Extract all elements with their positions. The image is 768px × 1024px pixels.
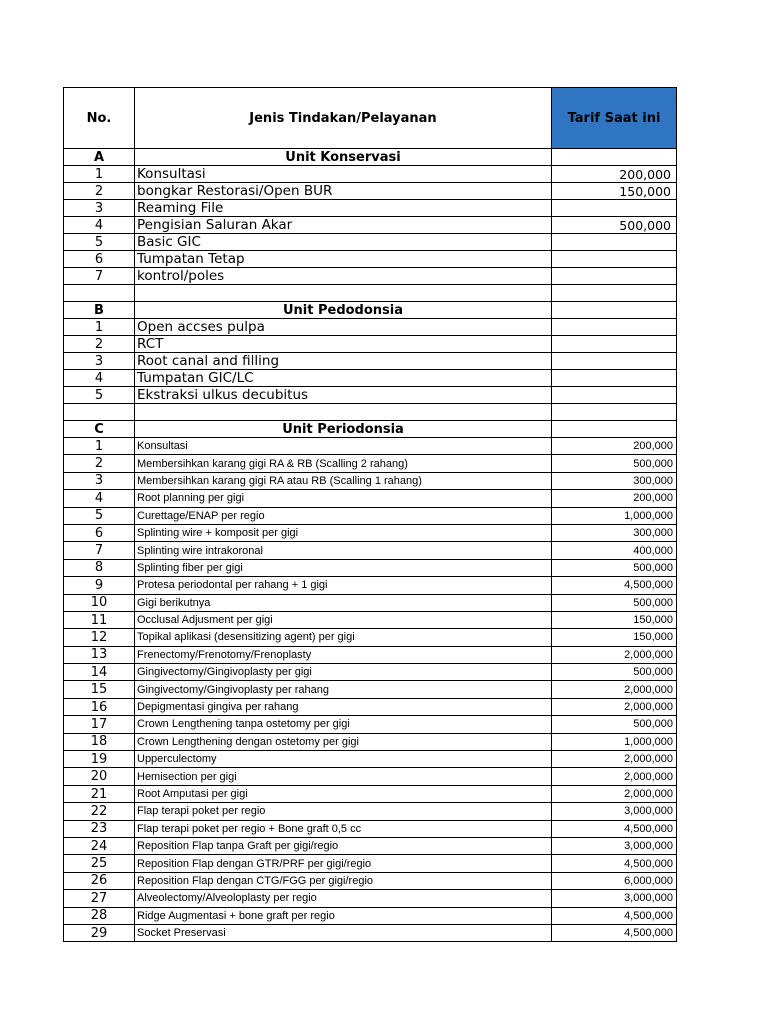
row-service-name: RCT xyxy=(135,336,552,353)
section-title: Unit Pedodonsia xyxy=(135,302,552,319)
table-row xyxy=(64,820,677,837)
row-number: 16 xyxy=(64,698,135,715)
row-service-name: kontrol/poles xyxy=(135,268,552,285)
row-service-name: Splinting fiber per gigi xyxy=(135,559,552,576)
row-tarif: 200,000 xyxy=(552,490,677,507)
row-tarif xyxy=(552,319,677,336)
section-code: A xyxy=(64,149,135,166)
row-number: 5 xyxy=(64,507,135,524)
section-header-row xyxy=(64,149,677,166)
row-service-name: Splinting wire + komposit per gigi xyxy=(135,524,552,541)
row-tarif: 2,000,000 xyxy=(552,681,677,698)
row-tarif xyxy=(552,370,677,387)
row-service-name: Root Amputasi per gigi xyxy=(135,785,552,802)
table-row xyxy=(64,577,677,594)
row-service-name: Reposition Flap dengan CTG/FGG per gigi/regio xyxy=(135,872,552,889)
row-service-name: Flap terapi poket per regio + Bone graft 0,5 cc xyxy=(135,820,552,837)
row-number: 29 xyxy=(64,924,135,941)
row-service-name: Alveolectomy/Alveoloplasty per regio xyxy=(135,890,552,907)
row-number: 6 xyxy=(64,251,135,268)
row-tarif: 500,000 xyxy=(552,716,677,733)
table-row xyxy=(64,594,677,611)
row-tarif: 500,000 xyxy=(552,594,677,611)
row-service-name: Reposition Flap tanpa Graft per gigi/regio xyxy=(135,837,552,854)
row-number: 7 xyxy=(64,542,135,559)
row-service-name: Open accses pulpa xyxy=(135,319,552,336)
section-tarif-empty xyxy=(552,421,677,438)
row-tarif xyxy=(552,353,677,370)
row-number: 27 xyxy=(64,890,135,907)
table-row xyxy=(64,507,677,524)
row-service-name: Socket Preservasi xyxy=(135,924,552,941)
table-row xyxy=(64,234,677,251)
row-number: 12 xyxy=(64,629,135,646)
row-tarif: 2,000,000 xyxy=(552,785,677,802)
row-number: 15 xyxy=(64,681,135,698)
row-tarif: 200,000 xyxy=(552,438,677,455)
row-service-name: Konsultasi xyxy=(135,166,552,183)
blank-cell xyxy=(552,285,677,302)
row-service-name: Membersihkan karang gigi RA & RB (Scalling 2 rahang) xyxy=(135,455,552,472)
row-number: 3 xyxy=(64,200,135,217)
table-row xyxy=(64,924,677,941)
row-tarif: 1,000,000 xyxy=(552,733,677,750)
row-number: 2 xyxy=(64,183,135,200)
row-tarif: 3,000,000 xyxy=(552,803,677,820)
section-header-row xyxy=(64,421,677,438)
row-tarif: 3,000,000 xyxy=(552,890,677,907)
row-tarif: 6,000,000 xyxy=(552,872,677,889)
row-service-name: Crown Lengthening dengan ostetomy per gigi xyxy=(135,733,552,750)
row-number: 5 xyxy=(64,234,135,251)
row-service-name: Konsultasi xyxy=(135,438,552,455)
table-row xyxy=(64,629,677,646)
table-row xyxy=(64,907,677,924)
table-row xyxy=(64,542,677,559)
table-row xyxy=(64,319,677,336)
row-tarif: 2,000,000 xyxy=(552,768,677,785)
row-tarif: 4,500,000 xyxy=(552,577,677,594)
row-service-name: Reaming File xyxy=(135,200,552,217)
row-service-name: Gingivectomy/Gingivoplasty per gigi xyxy=(135,664,552,681)
row-tarif: 300,000 xyxy=(552,472,677,489)
row-number: 11 xyxy=(64,611,135,628)
table-row xyxy=(64,490,677,507)
header-tarif: Tarif Saat ini xyxy=(552,88,677,149)
tariff-table-body xyxy=(64,88,677,942)
row-number: 18 xyxy=(64,733,135,750)
row-service-name: Gingivectomy/Gingivoplasty per rahang xyxy=(135,681,552,698)
table-header-row xyxy=(64,88,677,149)
row-number: 8 xyxy=(64,559,135,576)
row-service-name: Splinting wire intrakoronal xyxy=(135,542,552,559)
table-row xyxy=(64,217,677,234)
table-row xyxy=(64,890,677,907)
row-number: 1 xyxy=(64,319,135,336)
row-service-name: Crown Lengthening tanpa ostetomy per gigi xyxy=(135,716,552,733)
row-service-name: bongkar Restorasi/Open BUR xyxy=(135,183,552,200)
table-row xyxy=(64,785,677,802)
row-number: 5 xyxy=(64,387,135,404)
row-number: 2 xyxy=(64,336,135,353)
row-number: 3 xyxy=(64,353,135,370)
table-row xyxy=(64,472,677,489)
row-tarif: 500,000 xyxy=(552,455,677,472)
row-tarif: 3,000,000 xyxy=(552,837,677,854)
table-row xyxy=(64,183,677,200)
row-service-name: Topikal aplikasi (desensitizing agent) per gigi xyxy=(135,629,552,646)
blank-row xyxy=(64,404,677,421)
row-tarif: 4,500,000 xyxy=(552,820,677,837)
table-row xyxy=(64,664,677,681)
row-number: 4 xyxy=(64,217,135,234)
table-row xyxy=(64,524,677,541)
row-number: 1 xyxy=(64,166,135,183)
section-title: Unit Periodonsia xyxy=(135,421,552,438)
row-tarif: 1,000,000 xyxy=(552,507,677,524)
row-number: 9 xyxy=(64,577,135,594)
table-row xyxy=(64,200,677,217)
table-row xyxy=(64,855,677,872)
table-row xyxy=(64,837,677,854)
row-number: 23 xyxy=(64,820,135,837)
row-service-name: Curettage/ENAP per regio xyxy=(135,507,552,524)
row-service-name: Membersihkan karang gigi RA atau RB (Scalling 1 rahang) xyxy=(135,472,552,489)
row-tarif xyxy=(552,234,677,251)
table-row xyxy=(64,336,677,353)
table-row xyxy=(64,803,677,820)
row-service-name: Pengisian Saluran Akar xyxy=(135,217,552,234)
table-row xyxy=(64,698,677,715)
table-row xyxy=(64,353,677,370)
table-row xyxy=(64,751,677,768)
section-code: C xyxy=(64,421,135,438)
row-number: 1 xyxy=(64,438,135,455)
header-no: No. xyxy=(64,88,135,149)
section-tarif-empty xyxy=(552,149,677,166)
row-service-name: Basic GIC xyxy=(135,234,552,251)
blank-cell xyxy=(552,404,677,421)
row-tarif: 2,000,000 xyxy=(552,698,677,715)
table-row xyxy=(64,768,677,785)
table-row xyxy=(64,387,677,404)
row-tarif: 4,500,000 xyxy=(552,855,677,872)
row-service-name: Root canal and filling xyxy=(135,353,552,370)
row-tarif xyxy=(552,268,677,285)
table-row xyxy=(64,681,677,698)
row-tarif: 200,000 xyxy=(552,166,677,183)
row-number: 19 xyxy=(64,751,135,768)
row-number: 22 xyxy=(64,803,135,820)
table-row xyxy=(64,716,677,733)
row-number: 2 xyxy=(64,455,135,472)
tariff-table xyxy=(63,87,677,942)
row-number: 24 xyxy=(64,837,135,854)
section-tarif-empty xyxy=(552,302,677,319)
row-tarif: 150,000 xyxy=(552,183,677,200)
table-row xyxy=(64,559,677,576)
row-tarif: 150,000 xyxy=(552,611,677,628)
row-tarif: 300,000 xyxy=(552,524,677,541)
table-row xyxy=(64,611,677,628)
row-tarif xyxy=(552,251,677,268)
row-service-name: Ridge Augmentasi + bone graft per regio xyxy=(135,907,552,924)
header-jenis: Jenis Tindakan/Pelayanan xyxy=(135,88,552,149)
row-number: 28 xyxy=(64,907,135,924)
row-number: 10 xyxy=(64,594,135,611)
table-row xyxy=(64,166,677,183)
row-tarif: 400,000 xyxy=(552,542,677,559)
table-row xyxy=(64,872,677,889)
blank-cell xyxy=(135,404,552,421)
row-tarif: 500,000 xyxy=(552,664,677,681)
row-tarif: 2,000,000 xyxy=(552,646,677,663)
blank-cell xyxy=(135,285,552,302)
row-service-name: Hemisection per gigi xyxy=(135,768,552,785)
row-tarif: 4,500,000 xyxy=(552,907,677,924)
row-number: 26 xyxy=(64,872,135,889)
row-number: 3 xyxy=(64,472,135,489)
table-row xyxy=(64,455,677,472)
row-number: 17 xyxy=(64,716,135,733)
row-tarif xyxy=(552,336,677,353)
row-tarif: 500,000 xyxy=(552,559,677,576)
blank-cell xyxy=(64,404,135,421)
row-service-name: Frenectomy/Frenotomy/Frenoplasty xyxy=(135,646,552,663)
row-tarif: 2,000,000 xyxy=(552,751,677,768)
row-tarif: 500,000 xyxy=(552,217,677,234)
row-number: 21 xyxy=(64,785,135,802)
row-number: 25 xyxy=(64,855,135,872)
row-service-name: Flap terapi poket per regio xyxy=(135,803,552,820)
row-number: 7 xyxy=(64,268,135,285)
table-row xyxy=(64,370,677,387)
row-service-name: Occlusal Adjusment per gigi xyxy=(135,611,552,628)
row-number: 13 xyxy=(64,646,135,663)
row-tarif: 150,000 xyxy=(552,629,677,646)
row-service-name: Protesa periodontal per rahang + 1 gigi xyxy=(135,577,552,594)
row-service-name: Depigmentasi gingiva per rahang xyxy=(135,698,552,715)
row-service-name: Reposition Flap dengan GTR/PRF per gigi/regio xyxy=(135,855,552,872)
row-number: 4 xyxy=(64,370,135,387)
row-tarif xyxy=(552,387,677,404)
row-service-name: Upperculectomy xyxy=(135,751,552,768)
table-row xyxy=(64,251,677,268)
row-service-name: Ekstraksi ulkus decubitus xyxy=(135,387,552,404)
section-title: Unit Konservasi xyxy=(135,149,552,166)
row-service-name: Tumpatan GIC/LC xyxy=(135,370,552,387)
row-number: 6 xyxy=(64,524,135,541)
row-number: 20 xyxy=(64,768,135,785)
row-number: 14 xyxy=(64,664,135,681)
table-row xyxy=(64,438,677,455)
section-header-row xyxy=(64,302,677,319)
table-row xyxy=(64,268,677,285)
row-service-name: Tumpatan Tetap xyxy=(135,251,552,268)
row-service-name: Gigi berikutnya xyxy=(135,594,552,611)
row-tarif: 4,500,000 xyxy=(552,924,677,941)
row-number: 4 xyxy=(64,490,135,507)
blank-cell xyxy=(64,285,135,302)
table-row xyxy=(64,646,677,663)
row-service-name: Root planning per gigi xyxy=(135,490,552,507)
row-tarif xyxy=(552,200,677,217)
blank-row xyxy=(64,285,677,302)
section-code: B xyxy=(64,302,135,319)
table-row xyxy=(64,733,677,750)
